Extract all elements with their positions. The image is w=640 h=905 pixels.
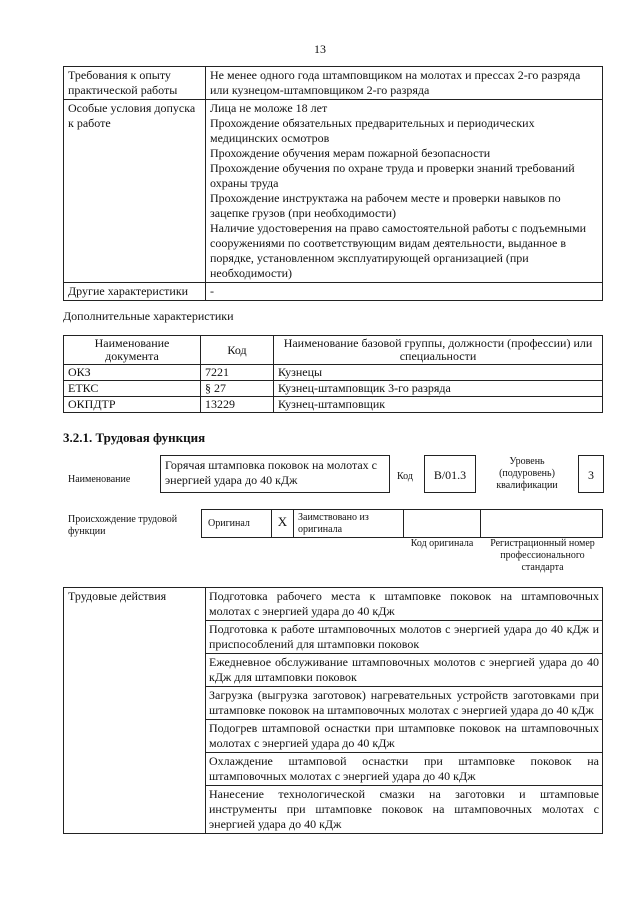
function-code-box (424, 455, 476, 493)
table-cell: Кузнец-штамповщик (274, 397, 603, 413)
table-row (64, 67, 603, 100)
table-row (64, 397, 603, 413)
column-header: Наименование документа (64, 336, 201, 365)
work-action-item: Ежедневное обслуживание штамповочных молотов с энергией удара до 40 кДж для штамповки поковок (206, 654, 603, 687)
table-cell: ЕТКС (64, 381, 201, 397)
name-label: Наименование (68, 474, 131, 485)
borrowed-label: Заимствовано из оригинала (298, 512, 369, 535)
function-name-box (160, 455, 390, 493)
table-cell: Кузнецы (274, 365, 603, 381)
row-label: Другие характеристики (64, 283, 206, 301)
table-row (64, 588, 603, 621)
table-cell: § 27 (201, 381, 274, 397)
work-action-item: Подготовка рабочего места к штамповке поковок на штамповочных молотах с энергией удара до 40 кДж (206, 588, 603, 621)
qualification-level-box (578, 455, 604, 493)
work-action-item: Подготовка к работе штамповочных молотов с энергией удара до 40 кДж и приспособлений для штамповки поковок (206, 621, 603, 654)
additional-characteristics-title: Дополнительные характеристики (63, 309, 234, 323)
origin-row (201, 509, 603, 538)
origin-divider (403, 509, 481, 538)
condition-line: Прохождение инструктажа на рабочем месте и проверки навыков по зацепке грузов (при необходимости) (210, 191, 561, 220)
condition-line: Прохождение обучения по охране труда и проверки знаний требований охраны труда (210, 161, 575, 190)
row-label: Требования к опыту практической работы (64, 67, 206, 100)
condition-line: Не менее одного года штамповщиком на молотах и прессах 2-го разряда или кузнецом-штамповщиком 2-го разряда (210, 68, 581, 97)
table-row (64, 100, 603, 283)
work-action-item: Охлаждение штамповой оснастки при штамповке поковок на штамповочных молотах с энергией удара до 40 кДж (206, 753, 603, 786)
additional-characteristics-table (63, 335, 603, 413)
work-actions-table (63, 587, 603, 834)
original-mark: X (277, 514, 288, 529)
function-code-value: B/01.3 (433, 468, 467, 482)
column-header: Код (201, 336, 274, 365)
function-name-value: Горячая штамповка поковок на молотах с энергией удара до 40 кДж (165, 458, 378, 487)
condition-line: Прохождение обязательных предварительных и периодических медицинских осмотров (210, 116, 535, 145)
code-label: Код (397, 471, 413, 482)
table-row (64, 381, 603, 397)
registration-number-label: Регистрационный номер профессионального стандарта (490, 538, 595, 573)
original-label: Оригинал (208, 518, 250, 529)
table-header-row (64, 336, 603, 365)
table-cell: ОКЗ (64, 365, 201, 381)
condition-line: Лица не моложе 18 лет (210, 101, 328, 115)
qualification-level-value: 3 (588, 468, 594, 482)
qualification-requirements-table (63, 66, 603, 301)
row-label: Особые условия допуска к работе (64, 100, 206, 283)
labor-function-heading: 3.2.1. Трудовая функция (63, 430, 206, 445)
row-value: - (206, 283, 603, 301)
row-value (206, 100, 603, 283)
table-row (64, 283, 603, 301)
page-number: 13 (314, 42, 326, 56)
work-action-item: Нанесение технологической смазки на заготовки и штамповые инструменты при штамповке поковок на штамповочных молотах с энергией удара до 40 кДж (206, 786, 603, 834)
table-cell: 13229 (201, 397, 274, 413)
condition-line: Прохождение обучения мерам пожарной безопасности (210, 146, 491, 160)
table-row (64, 365, 603, 381)
qualification-level-label: Уровень (подуровень) квалификации (496, 456, 558, 491)
table-cell: 7221 (201, 365, 274, 381)
table-cell: Кузнец-штамповщик 3-го разряда (274, 381, 603, 397)
table-cell: ОКПДТР (64, 397, 201, 413)
work-action-item: Подогрев штамповой оснастки при штамповке поковок на штамповочных молотах с энергией удара до 40 кДж (206, 720, 603, 753)
code-original-label: Код оригинала (410, 538, 474, 549)
column-header: Наименование базовой группы, должности (профессии) или специальности (274, 336, 603, 365)
condition-line: Наличие удостоверения на право самостоятельной работы с подъемными сооружениями по соответствующим видам деятельности, выданное в порядке, установленном эксплуатирующей организацией (при необходимости) (210, 221, 587, 280)
row-value (206, 67, 603, 100)
work-actions-label: Трудовые действия (64, 588, 206, 834)
work-action-item: Загрузка (выгрузка заготовок) нагревательных устройств заготовками при штамповке поковок на штамповочных молотах с энергией удара до 40 кДж (206, 687, 603, 720)
origin-label: Происхождение трудовой функции (68, 514, 178, 537)
